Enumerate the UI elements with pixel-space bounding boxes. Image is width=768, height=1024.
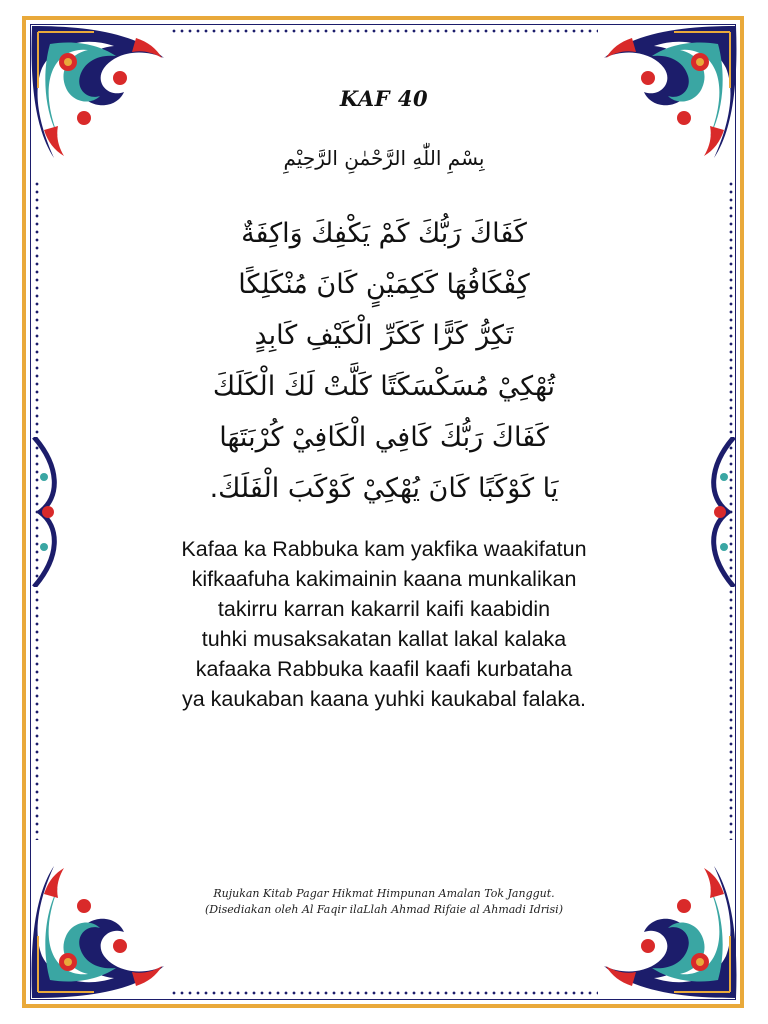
- transliteration-line: tuhki musaksakatan kallat lakal kalaka: [201, 627, 567, 651]
- arabic-line: كِفْكَافُهَا كَكِمَيْنٍ كَانَ مُنْكَلِكًا: [238, 269, 530, 300]
- footer-credit-line: (Disediakan oleh Al Faqir ilaLlah Ahmad Rifaie al Ahmadi Idrisi): [205, 903, 563, 916]
- footer-reference: [0, 886, 768, 918]
- frame-dots-bottom: [170, 990, 598, 996]
- transliteration-line: Kafaa ka Rabbuka kam yakfika waakifatun: [181, 537, 587, 561]
- transliteration-line: kifkaafuha kakimainin kaana munkalikan: [191, 567, 577, 591]
- arabic-line: يَا كَوْكَبًا كَانَ يُهْكِيْ كَوْكَبَ الْفَلَكَ.: [209, 473, 559, 504]
- footer-source-line: Rujukan Kitab Pagar Hikmat Himpunan Amalan Tok Janggut.: [213, 887, 555, 900]
- arabic-line: كَفَاكَ رَبُّكَ كَمْ يَكْفِكَ وَاكِفَةٌ: [241, 218, 527, 249]
- transliteration-line: kafaaka Rabbuka kaafil kaafi kurbataha: [195, 657, 573, 681]
- edge-ornament-right: [698, 437, 738, 587]
- transliteration-line: takirru karran kakarril kaifi kaabidin: [217, 597, 551, 621]
- arabic-line: كَفَاكَ رَبُّكَ كَافِي الْكَافِيْ كُرْبَتَهَا: [219, 422, 549, 453]
- frame-dots-top: [170, 28, 598, 34]
- arabic-verse-block: [120, 208, 648, 514]
- corner-ornament-bottom-left: [24, 856, 174, 1006]
- arabic-line: تُهْكِيْ مُسَكْسَكَتًا كَلَّتْ لَكَ الْكَلَكَ: [212, 371, 556, 402]
- arabic-line: تَكِرُّ كَرًّا كَكَرِّ الْكَيْفِ كَابِدٍ: [254, 320, 514, 351]
- transliteration-block: [100, 534, 668, 714]
- corner-ornament-bottom-right: [594, 856, 744, 1006]
- edge-ornament-left: [30, 437, 70, 587]
- transliteration-line: ya kaukaban kaana yuhki kaukabal falaka.: [182, 687, 586, 711]
- page-title: KAF 40: [339, 86, 429, 111]
- basmala-calligraphy: بِسْمِ اللّٰهِ الرَّحْمٰنِ الرَّحِيْمِ: [283, 146, 485, 170]
